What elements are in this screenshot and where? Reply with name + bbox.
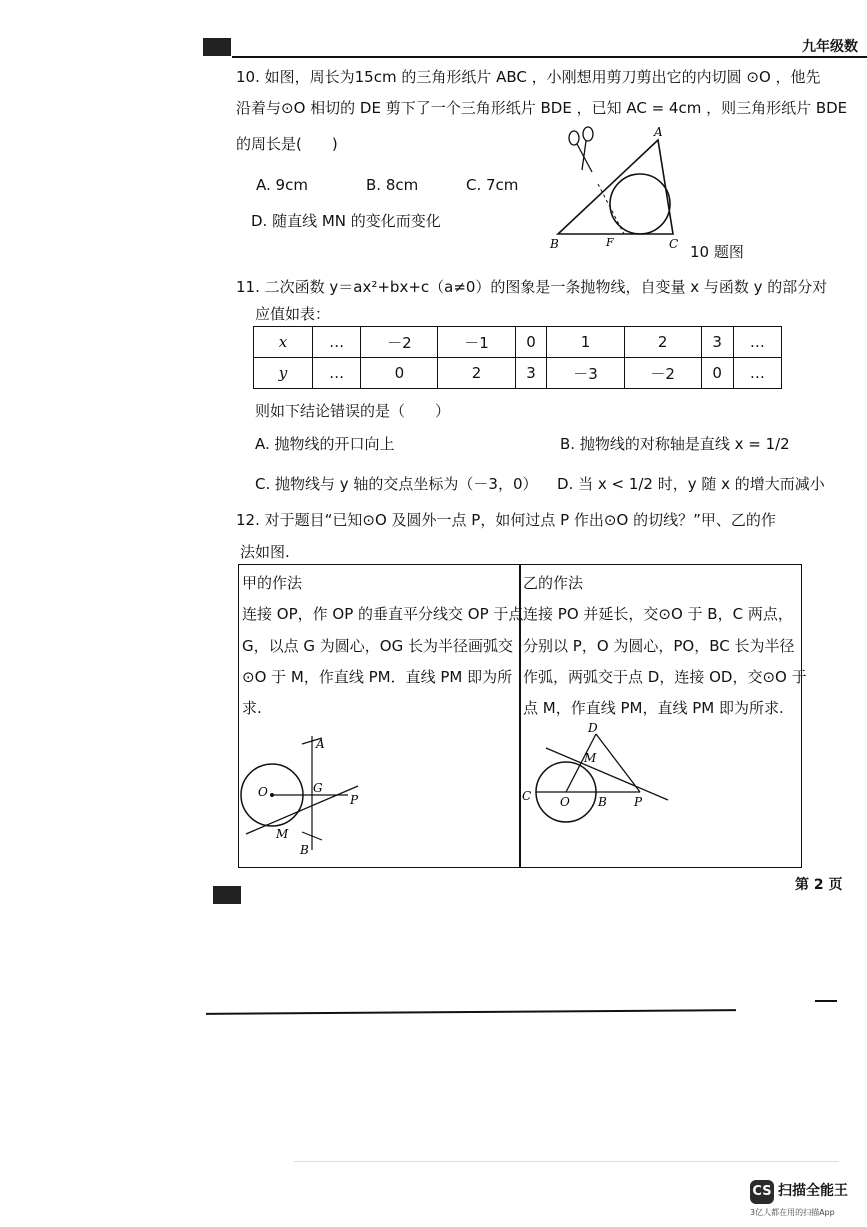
q11-option-a: A. 抛物线的开口向上 — [255, 435, 395, 453]
scissors-icon — [569, 127, 593, 172]
jia-label-p: P — [350, 793, 359, 807]
q10-option-c: C. 7cm — [466, 176, 519, 194]
yi-line-3: 作弧，两弧交于点 D，连接 OD，交⊙O 于 — [523, 668, 807, 686]
q11-value-table — [253, 326, 782, 389]
jia-line-3: ⊙O 于 M，作直线 PM．直线 PM 即为所 — [242, 668, 513, 686]
table-cell: 0 — [515, 327, 547, 358]
jia-figure — [240, 728, 380, 860]
camscanner-logo-icon: CS — [750, 1180, 774, 1204]
table-row-y — [254, 358, 782, 389]
incircle-o — [610, 174, 670, 234]
jia-label-b: B — [300, 843, 309, 857]
yi-label-d: D — [588, 721, 598, 735]
table-cell: 2 — [624, 327, 701, 358]
table-cell: －3 — [547, 358, 624, 389]
yi-line-4: 点 M，作直线 PM，直线 PM 即为所求. — [523, 699, 784, 717]
yi-segment-dp — [596, 734, 640, 792]
table-row-x — [254, 327, 782, 358]
table-cell: 3 — [515, 358, 547, 389]
jia-point-o — [270, 793, 274, 797]
table-cell: 2 — [438, 358, 515, 389]
yi-line-1: 连接 PO 并延长，交⊙O 于 B，C 两点， — [523, 605, 793, 623]
q11-option-d: D. 当 x < 1/2 时，y 随 x 的增大而减小 — [557, 475, 825, 493]
table-cell: －2 — [361, 327, 438, 358]
app-name: 扫描全能王 — [778, 1183, 848, 1199]
table-cell: －2 — [624, 358, 701, 389]
scan-bottom-line — [294, 1161, 839, 1162]
yi-label-p: P — [634, 795, 643, 809]
q10-line1: 10. 如图，周长为15cm 的三角形纸片 ABC ，小刚想用剪刀剪出它的内切圆 ⊙O ，他先 — [236, 68, 821, 86]
scan-marker-top — [203, 38, 231, 56]
jia-line-2: G，以点 G 为圆心，OG 长为半径画弧交 — [242, 637, 513, 655]
q11-line1: 11. 二次函数 y＝ax²+bx+c（a≠0）的图象是一条抛物线，自变量 x 与函数 y 的部分对 — [236, 278, 828, 296]
q10-label-c: C — [669, 237, 679, 251]
table-header-y: y — [254, 358, 313, 389]
q10-option-b: B. 8cm — [366, 176, 419, 194]
q10-label-b: B — [550, 237, 559, 251]
q12-line1: 12. 对于题目“已知⊙O 及圆外一点 P，如何过点 P 作出⊙O 的切线？”甲、乙的作 — [236, 511, 776, 529]
table-cell: 0 — [361, 358, 438, 389]
q10-option-a: A. 9cm — [256, 176, 308, 194]
table-cell: … — [733, 327, 781, 358]
scan-marker-bottom — [213, 886, 241, 904]
q10-figure-caption: 10 题图 — [690, 243, 744, 261]
scan-edge-line-right — [815, 1000, 837, 1002]
yi-label-m: M — [584, 751, 597, 765]
table-cell: … — [733, 358, 781, 389]
jia-label-g: G — [313, 781, 323, 795]
table-cell: －1 — [438, 327, 515, 358]
q10-figure — [548, 122, 698, 254]
jia-label-m: M — [276, 827, 289, 841]
yi-title: 乙的作法 — [523, 574, 584, 592]
yi-figure — [518, 718, 678, 828]
q11-option-c: C. 抛物线与 y 轴的交点坐标为（－3，0） — [255, 475, 538, 493]
yi-label-c: C — [522, 789, 532, 803]
q10-label-a: A — [654, 125, 663, 139]
table-cell: … — [313, 327, 361, 358]
table-cell: 1 — [547, 327, 624, 358]
yi-label-b: B — [598, 795, 607, 809]
table-cell: … — [313, 358, 361, 389]
jia-title: 甲的作法 — [242, 574, 303, 592]
table-cell: 3 — [701, 327, 733, 358]
q12-line2: 法如图. — [240, 543, 290, 561]
q10-line3: 的周长是( ) — [236, 135, 338, 153]
jia-label-o: O — [258, 785, 268, 799]
scan-edge-line — [206, 1009, 736, 1015]
q11-line2: 应值如表： — [255, 305, 331, 323]
table-cell: 0 — [701, 358, 733, 389]
header-grade-label: 九年级数 — [802, 39, 858, 55]
yi-line-2: 分别以 P，O 为圆心，PO，BC 长为半径 — [523, 637, 795, 655]
yi-label-o: O — [560, 795, 570, 809]
header-rule — [232, 56, 867, 58]
page-number: 第 2 页 — [795, 877, 843, 893]
jia-line-4: 求. — [242, 699, 262, 717]
jia-label-a: A — [316, 737, 325, 751]
table-header-x: x — [254, 327, 313, 358]
q11-prompt: 则如下结论错误的是（ ） — [255, 402, 451, 420]
q10-line2: 沿着与⊙O 相切的 DE 剪下了一个三角形纸片 BDE ，已知 AC = 4cm ，则三角形纸片 BDE — [236, 99, 848, 117]
app-tagline: 3亿人都在用的扫描App — [750, 1208, 835, 1217]
q11-option-b: B. 抛物线的对称轴是直线 x = 1/2 — [560, 435, 790, 453]
q10-option-d: D. 随直线 MN 的变化而变化 — [251, 212, 441, 230]
q10-label-f: F — [606, 236, 614, 249]
jia-line-1: 连接 OP，作 OP 的垂直平分线交 OP 于点 — [242, 605, 524, 623]
